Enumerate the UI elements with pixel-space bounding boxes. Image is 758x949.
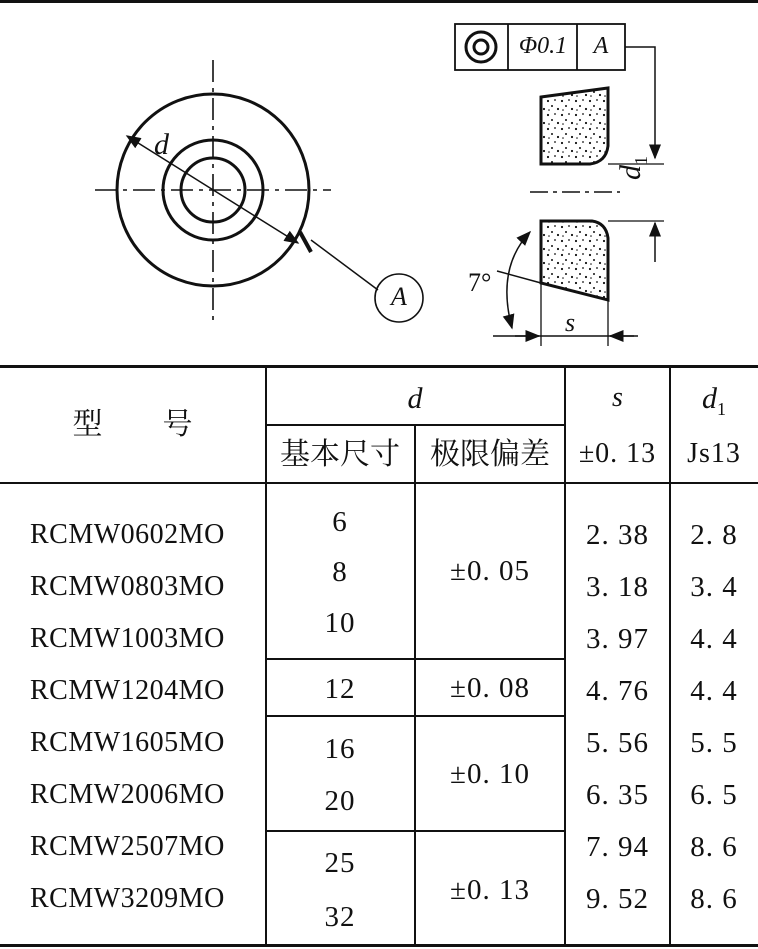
d-basic-cell: 10 [324, 607, 356, 639]
datum-label: A [391, 282, 407, 311]
upper-section [541, 88, 608, 164]
header-d1: $d_1$ [702, 382, 726, 419]
header-d-limit: 极限偏差 [430, 438, 550, 471]
header-d: d [407, 382, 423, 415]
d-basic-cell: 16 [324, 733, 356, 765]
front-view [95, 60, 423, 322]
d1-cell: 6. 5 [690, 779, 738, 811]
group-rule-3 [265, 830, 565, 832]
d1-cell: 3. 4 [690, 571, 738, 603]
table-row: RCMW1003MO [30, 623, 225, 654]
table-row: RCMW3209MO [30, 883, 225, 914]
datum-bar [300, 232, 311, 252]
d-basic-cell: 6 [332, 506, 348, 538]
table-row: RCMW2507MO [30, 831, 225, 862]
s-cell: 6. 35 [586, 779, 649, 811]
group-rule-2 [265, 715, 565, 717]
fcf-datum: A [593, 33, 609, 59]
table-bottom-rule [0, 944, 758, 947]
d-limit-cell: ±0. 13 [450, 874, 530, 906]
header-d-basic: 基本尺寸 [280, 438, 400, 471]
fcf-tolerance: Φ0.1 [518, 33, 568, 59]
d-basic-cell: 12 [324, 673, 356, 705]
d-limit-cell: ±0. 05 [450, 555, 530, 587]
d-basic-cell: 8 [332, 556, 348, 588]
d1-cell: 4. 4 [690, 623, 738, 655]
d1-cell: 8. 6 [690, 883, 738, 915]
table-row: RCMW1204MO [30, 675, 225, 706]
fcf-leader [625, 47, 655, 158]
header-bottom-rule [0, 482, 758, 484]
d-limit-cell: ±0. 08 [450, 672, 530, 704]
s-cell: 2. 38 [586, 519, 649, 551]
side-view [493, 88, 664, 346]
group-rule-1 [265, 658, 565, 660]
table-row: RCMW1605MO [30, 727, 225, 758]
header-model: 型 号 [72, 408, 193, 441]
d-basic-cell: 25 [324, 847, 356, 879]
angle-ref-line [497, 271, 541, 283]
s-cell: 7. 94 [586, 831, 649, 863]
insert-drawing [0, 0, 758, 368]
d1-cell: 5. 5 [690, 727, 738, 759]
datum-leader [311, 240, 378, 290]
d1-label: $d_1$ [614, 156, 651, 180]
d-limit-cell: ±0. 10 [450, 758, 530, 790]
d1-cell: 8. 6 [690, 831, 738, 863]
s-cell: 3. 97 [586, 623, 649, 655]
lower-section [541, 221, 608, 300]
header-s-tol: ±0. 13 [578, 438, 657, 469]
diameter-label: d [154, 128, 169, 161]
header-s: s [612, 382, 623, 413]
angle-label: 7° [468, 268, 492, 297]
d-basic-cell: 32 [324, 901, 356, 933]
table-row: RCMW0803MO [30, 571, 225, 602]
s-cell: 4. 76 [586, 675, 649, 707]
angle-arc [507, 232, 530, 328]
d-basic-cell: 20 [324, 785, 356, 817]
d1-cell: 2. 8 [690, 519, 738, 551]
table-row: RCMW2006MO [30, 779, 225, 810]
s-cell: 5. 56 [586, 727, 649, 759]
table-row: RCMW0602MO [30, 519, 225, 550]
header-d1-tol: Js13 [687, 438, 741, 469]
d1-cell: 4. 4 [690, 675, 738, 707]
s-cell: 9. 52 [586, 883, 649, 915]
s-label: s [565, 308, 576, 337]
concentricity-icon [466, 32, 496, 62]
s-cell: 3. 18 [586, 571, 649, 603]
table-top-rule [0, 365, 758, 368]
